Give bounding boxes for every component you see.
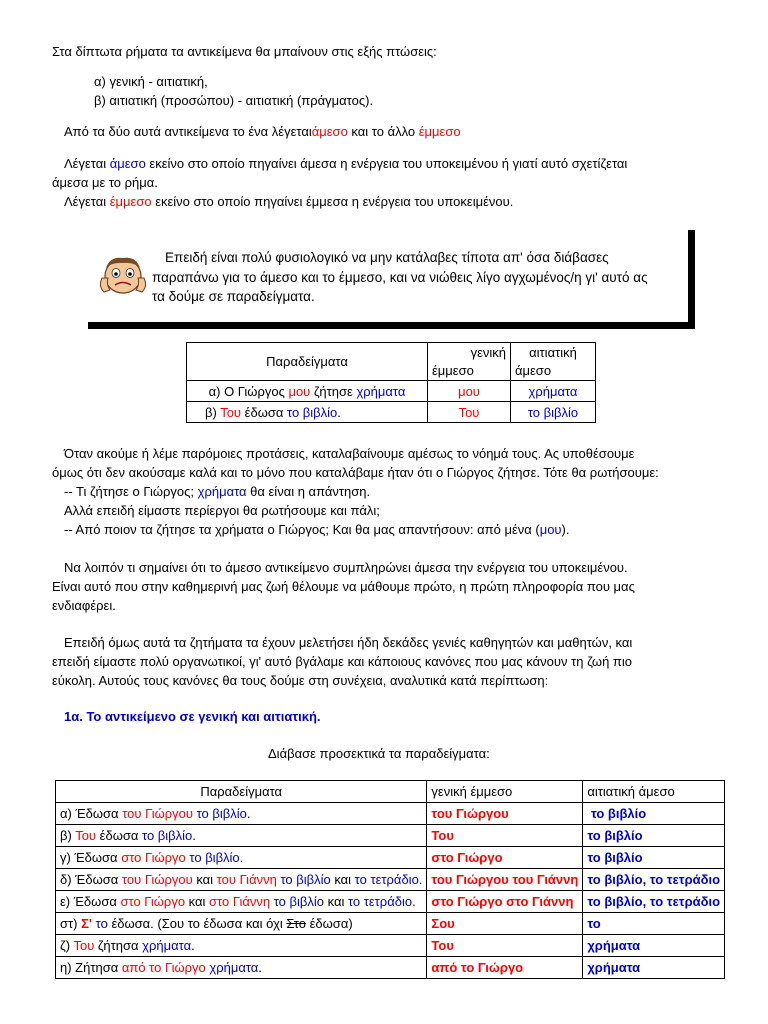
cell-text: ζήτησα (94, 938, 143, 953)
cell-text: Του (73, 938, 95, 953)
callout-message (152, 248, 682, 307)
table-cell: στο Γιώργο στο Γιάννη (427, 891, 583, 913)
question-text: -- Τι ζήτησε ο Γιώργος; (64, 484, 198, 499)
table-header-row (187, 343, 596, 381)
definition-direct (64, 154, 627, 173)
struck-text: Στο (286, 916, 306, 931)
paragraph-line: Να λοιπόν τι σημαίνει ότι το άμεσο αντικείμενο συμπληρώνει άμεσα την ενέργεια του υποκειμένου. (64, 560, 628, 575)
table-cell: του Γιώργου του Γιάννη (427, 869, 583, 891)
cell-text: στο Γιάννη (209, 894, 271, 909)
table-cell: Του (427, 825, 583, 847)
table-cell (56, 847, 427, 869)
table-cell: Του (428, 402, 511, 423)
table-cell: χρήματα (511, 381, 596, 402)
cell-text: Του (75, 828, 97, 843)
cell-text: το τετράδιο (354, 872, 419, 887)
cell-text: . (412, 894, 416, 909)
examples-table (55, 780, 725, 979)
cell-text: α) Έδωσα (60, 806, 123, 821)
answer-word: χρήματα (197, 484, 247, 499)
table-row (56, 847, 725, 869)
cell-text: και (185, 894, 210, 909)
cell-text: και (192, 872, 217, 887)
cell-text: στο Γιώργο (121, 850, 186, 865)
callout-line: τα δούμε σε παραδείγματα. (152, 289, 315, 304)
table-cell: το (583, 913, 725, 935)
cell-text: το βιβλίο (287, 404, 338, 420)
table-header: γενική έμμεσο (427, 781, 583, 803)
definition-text: Λέγεται (64, 156, 110, 171)
cell-text: και (330, 872, 355, 887)
table-cell: χρήματα (583, 935, 725, 957)
table-cell (56, 957, 427, 979)
cell-text: το βιβλίο (142, 828, 193, 843)
cell-text: α) Ο Γιώργος (208, 383, 289, 399)
question-text: θα είναι η απάντηση. (246, 484, 371, 499)
question-text: ). (561, 522, 570, 537)
table-row (56, 935, 725, 957)
cell-text: το βιβλίο (196, 806, 247, 821)
table-header: Παραδείγματα (56, 781, 427, 803)
cell-text: ζ) (60, 938, 74, 953)
table-cell (56, 825, 427, 847)
intro-text: και το άλλο (347, 124, 419, 139)
table-cell: το βιβλίο (511, 402, 596, 423)
direct-word: άμεσο (311, 124, 348, 139)
table-header (511, 343, 596, 381)
cell-text: . (246, 806, 251, 821)
direct-indirect-intro (64, 122, 461, 141)
table-header (428, 343, 511, 381)
cell-text: . (418, 872, 423, 887)
callout-border-right (688, 230, 695, 328)
cell-text: έδωσα. (Σου το έδωσα και όχι (107, 916, 287, 931)
question-text: -- Από ποιον τα ζήτησε τα χρήματα ο Γιώργος; Και θα μας απαντήσουν: από μένα ( (64, 522, 540, 537)
table-cell: το βιβλίο, το τετράδιο (583, 869, 725, 891)
table-cell: στο Γιώργο (427, 847, 583, 869)
table-header: αιτιατική άμεσο (583, 781, 725, 803)
cell-text: β) (205, 404, 221, 420)
cell-text: . (337, 404, 341, 420)
table-cell (56, 891, 427, 913)
table-cell: από το Γιώργο (427, 957, 583, 979)
cell-text: χρήματα (209, 960, 259, 975)
callout-border-bottom (88, 322, 695, 329)
cell-text: και (323, 894, 348, 909)
indirect-word: έμμεσο (109, 194, 152, 209)
question-1 (64, 482, 370, 501)
worried-face-icon (98, 254, 148, 296)
direct-word: άμεσο (109, 156, 146, 171)
table-header-row (56, 781, 725, 803)
table-cell: Σου (427, 913, 583, 935)
cell-text: ε) Έδωσα (60, 894, 121, 909)
table-cell (56, 913, 427, 935)
cell-text: γ) Έδωσα (60, 850, 122, 865)
definition-text: Λέγεται (64, 194, 110, 209)
table-cell: Του (427, 935, 583, 957)
table-row (56, 869, 725, 891)
cell-text: στο Γιώργο (120, 894, 186, 909)
definition-text: εκείνο στο οποίο πηγαίνει έμμεσα η ενέργεια του υποκειμένου. (151, 194, 514, 209)
table-row (56, 825, 725, 847)
cell-text: . (258, 960, 262, 975)
table-cell (187, 381, 428, 402)
cell-text: το (95, 916, 108, 931)
case-b: β) αιτιατική (προσώπου) - αιτιατική (πράγματος). (94, 93, 374, 108)
table-cell (56, 935, 427, 957)
table-cell: το βιβλίο (583, 847, 725, 869)
question-3 (64, 520, 570, 539)
intro-text: Στα δίπτωτα ρήματα τα αντικείμενα θα μπαίνουν στις εξής πτώσεις: (52, 44, 437, 59)
cell-text: η) Ζήτησα (60, 960, 122, 975)
paragraph-line: όμως ότι δεν ακούσαμε καλά και το μόνο που καταλάβαμε ήταν ότι ο Γιώργος ζήτησε. Τότε θα ρωτήσουμε: (52, 465, 659, 480)
table-cell: το βιβλίο (583, 825, 725, 847)
definition-direct-cont: άμεσα με το ρήμα. (52, 175, 158, 190)
cell-text: μου (288, 383, 311, 399)
cell-text: το τετράδιο (347, 894, 413, 909)
indirect-word: έμμεσο (418, 124, 461, 139)
header-line: αιτιατική (529, 344, 577, 360)
cell-text: του Γιώργου (122, 806, 193, 821)
cell-text: έδωσα) (306, 916, 353, 931)
definition-indirect (64, 192, 513, 211)
cell-text: έδωσα (96, 828, 142, 843)
header-line: γενική (470, 344, 506, 360)
table-cell: το βιβλίο, το τετράδιο (583, 891, 725, 913)
section-heading: 1α. Το αντικείμενο σε γενική και αιτιατική. (64, 709, 321, 724)
table-cell (187, 402, 428, 423)
paragraph-line: επειδή είμαστε πολύ οργανωτικοί, γι' αυτό βγάλαμε και κάποιους κανόνες που μας κάνουν τη ζωή πιο (52, 654, 633, 669)
paragraph-line: ενδιαφέρει. (52, 598, 116, 613)
cell-text: ζήτησε (310, 383, 357, 399)
cell-text: έδωσα (241, 404, 287, 420)
header-line: άμεσο (515, 362, 552, 378)
definition-text: εκείνο στο οποίο πηγαίνει άμεσα η ενέργεια του υποκειμένου ή γιατί αυτό σχετίζεται (145, 156, 628, 171)
paragraph-line: Είναι αυτό που στην καθημερινή μας ζωή θέλουμε να μάθουμε πρώτο, η πρώτη πληροφορία που μας (52, 579, 635, 594)
table-row (187, 402, 596, 423)
table-cell (56, 803, 427, 825)
callout-line: παραπάνω για το άμεσο και το έμμεσο, και να νιώθεις λίγο αγχωμένος/η γι' αυτό ας (152, 269, 648, 285)
table-cell (56, 869, 427, 891)
cell-text: από το Γιώργο (121, 960, 206, 975)
cell-text: του Γιώργου (121, 872, 193, 887)
cell-text: δ) Έδωσα (60, 872, 122, 887)
cell-text: χρήματα (142, 938, 192, 953)
question-2: Αλλά επειδή είμαστε περίεργοι θα ρωτήσουμε και πάλι; (64, 503, 380, 518)
cell-text: το βιβλίο (189, 850, 240, 865)
table-header: Παραδείγματα (187, 343, 428, 381)
cell-text: Του (220, 404, 242, 420)
cell-text: χρήματα (356, 383, 406, 399)
table-cell: του Γιώργου (427, 803, 583, 825)
cell-text: στ) (60, 916, 82, 931)
callout-line: Επειδή είναι πολύ φυσιολογικό να μην κατάλαβες τίποτα απ' όσα διάβασες (165, 250, 609, 265)
cell-text: . (191, 938, 195, 953)
read-instruction: Διάβασε προσεκτικά τα παραδείγματα: (268, 746, 490, 761)
cell-text: . (239, 850, 244, 865)
table-row (187, 381, 596, 402)
header-line: έμμεσο (432, 362, 474, 378)
paragraph-line: εύκολη. Αυτούς τους κανόνες θα τους δούμε στη συνέχεια, αναλυτικά κατά περίπτωση: (52, 673, 549, 688)
table-cell: μου (428, 381, 511, 402)
table-row (56, 913, 725, 935)
cell-text: Σ' (81, 916, 93, 931)
table-row (56, 803, 725, 825)
answer-word: μου (539, 522, 562, 537)
cell-text: . (192, 828, 196, 843)
case-a: α) γενική - αιτιατική, (94, 74, 208, 89)
intro-text: Από τα δύο αυτά αντικείμενα το ένα λέγεται (64, 124, 312, 139)
table-cell: το βιβλίο (583, 803, 725, 825)
cell-text: β) (60, 828, 76, 843)
table-cell: χρήματα (583, 957, 725, 979)
table-row (56, 891, 725, 913)
cell-text: το βιβλίο (273, 894, 324, 909)
paragraph-line: Επειδή όμως αυτά τα ζητήματα τα έχουν μελετήσει ήδη δεκάδες γενιές καθηγητών και μαθητών, και (64, 635, 633, 650)
examples-table-small (186, 342, 596, 423)
paragraph-line: Όταν ακούμε ή λέμε παρόμοιες προτάσεις, καταλαβαίνουμε αμέσως το νόημά τους. Ας υποθέσουμε (64, 446, 635, 461)
cell-text: το βιβλίο (280, 872, 331, 887)
cell-text: του Γιάννη (216, 872, 277, 887)
table-row (56, 957, 725, 979)
